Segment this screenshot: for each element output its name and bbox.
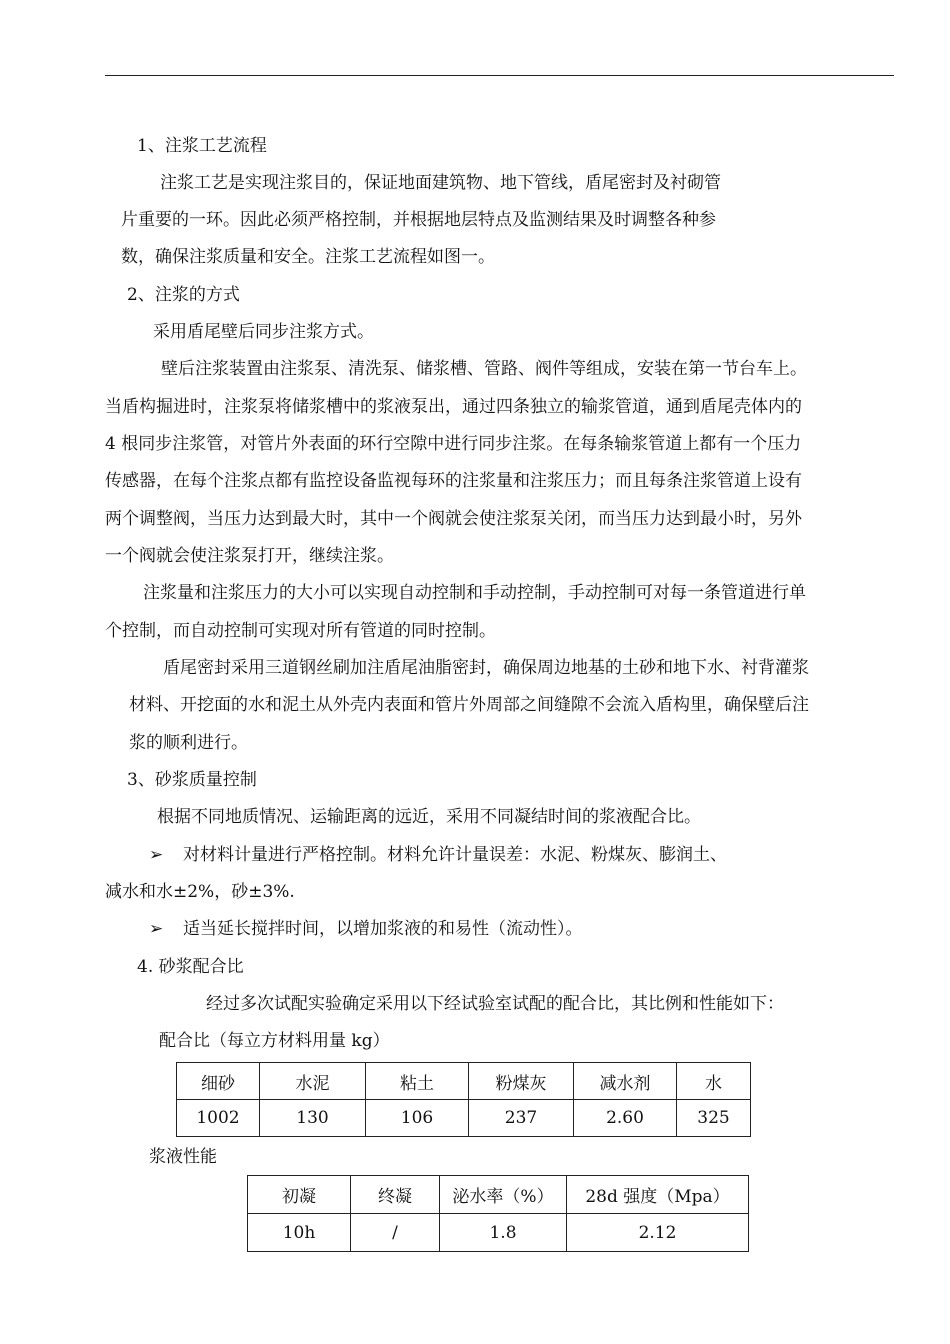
bullet-arrow-icon: ➢ <box>149 845 164 865</box>
bullet-arrow-icon: ➢ <box>149 919 164 939</box>
bullet-item-continuation: 减水和水±2%，砂±3%. <box>105 882 295 902</box>
bullet-item: 适当延长搅拌时间，以增加浆液的和易性（流动性）。 <box>183 919 583 939</box>
table-header-cell: 细砂 <box>177 1063 260 1100</box>
paragraph-line: 当盾构掘进时，注浆泵将储浆槽中的浆液泵出，通过四条独立的输浆管道，通到盾尾壳体内的 <box>105 397 802 417</box>
paragraph-line: 采用盾尾壁后同步注浆方式。 <box>153 322 374 342</box>
table-header-cell: 终凝 <box>351 1176 440 1214</box>
paragraph-line: 传感器，在每个注浆点都有监控设备监视每环的注浆量和注浆压力；而且每条注浆管道上设有 <box>105 471 802 491</box>
paragraph-line: 盾尾密封采用三道钢丝刷加注盾尾油脂密封，确保周边地基的土砂和地下水、衬背灌浆 <box>163 658 809 678</box>
table-cell: 237 <box>469 1100 574 1137</box>
table-header-cell: 初凝 <box>248 1176 351 1214</box>
table-cell: 130 <box>260 1100 366 1137</box>
bullet-item: 对材料计量进行严格控制。材料允许计量误差：水泥、粉煤灰、膨润土、 <box>183 845 727 865</box>
mix-ratio-table <box>176 1062 751 1137</box>
table-cell: / <box>351 1214 440 1252</box>
paragraph-line: 注浆工艺是实现注浆目的，保证地面建筑物、地下管线，盾尾密封及衬砌管 <box>160 173 721 193</box>
table-cell: 1002 <box>177 1100 260 1137</box>
table-header-row <box>248 1176 749 1214</box>
header-rule <box>105 75 894 76</box>
table-cell: 10h <box>248 1214 351 1252</box>
performance-table-caption: 浆液性能 <box>149 1147 217 1167</box>
table-header-cell: 粘土 <box>366 1063 469 1100</box>
paragraph-line: 一个阀就会使注浆泵打开，继续注浆。 <box>105 546 394 566</box>
paragraph-line: 数，确保注浆质量和安全。注浆工艺流程如图一。 <box>121 247 495 267</box>
paragraph-line: 经过多次试配实验确定采用以下经试验室试配的配合比，其比例和性能如下： <box>206 994 784 1014</box>
table-row <box>177 1100 751 1137</box>
table-header-cell: 泌水率（%） <box>440 1176 567 1214</box>
paragraph-line: 片重要的一环。因此必须严格控制，并根据地层特点及监测结果及时调整各种参 <box>121 210 716 230</box>
table-header-row <box>177 1063 751 1100</box>
paragraph-line: 4 根同步注浆管，对管片外表面的环行空隙中进行同步注浆。在每条输浆管道上都有一个压力 <box>105 434 802 454</box>
paragraph-line: 个控制，而自动控制可实现对所有管道的同时控制。 <box>105 621 496 641</box>
section-heading-2: 2、注浆的方式 <box>127 285 240 305</box>
section-heading-4: 4. 砂浆配合比 <box>137 957 244 977</box>
paragraph-line: 根据不同地质情况、运输距离的远近，采用不同凝结时间的浆液配合比。 <box>157 807 701 827</box>
table-cell: 1.8 <box>440 1214 567 1252</box>
table-cell: 325 <box>677 1100 751 1137</box>
paragraph-line: 两个调整阀，当压力达到最大时，其中一个阀就会使注浆泵关闭，而当压力达到最小时，另外 <box>105 509 802 529</box>
paragraph-line: 浆的顺利进行。 <box>129 733 248 753</box>
table-header-cell: 水泥 <box>260 1063 366 1100</box>
paragraph-line: 注浆量和注浆压力的大小可以实现自动控制和手动控制，手动控制可对每一条管道进行单 <box>143 583 806 603</box>
section-heading-3: 3、砂浆质量控制 <box>127 770 257 790</box>
table-header-cell: 水 <box>677 1063 751 1100</box>
table-cell: 2.12 <box>567 1214 749 1252</box>
table-cell: 2.60 <box>574 1100 677 1137</box>
table-header-cell: 粉煤灰 <box>469 1063 574 1100</box>
table-row <box>248 1214 749 1252</box>
mix-table-caption: 配合比（每立方材料用量 kg） <box>159 1031 390 1051</box>
table-header-cell: 减水剂 <box>574 1063 677 1100</box>
section-heading-1: 1、注浆工艺流程 <box>137 136 267 156</box>
table-cell: 106 <box>366 1100 469 1137</box>
paragraph-line: 材料、开挖面的水和泥土从外壳内表面和管片外周部之间缝隙不会流入盾构里，确保壁后注 <box>129 695 809 715</box>
paragraph-line: 壁后注浆装置由注浆泵、清洗泵、储浆槽、管路、阀件等组成，安装在第一节台车上。 <box>161 359 807 379</box>
slurry-performance-table <box>247 1175 749 1252</box>
table-header-cell: 28d 强度（Mpa） <box>567 1176 749 1214</box>
